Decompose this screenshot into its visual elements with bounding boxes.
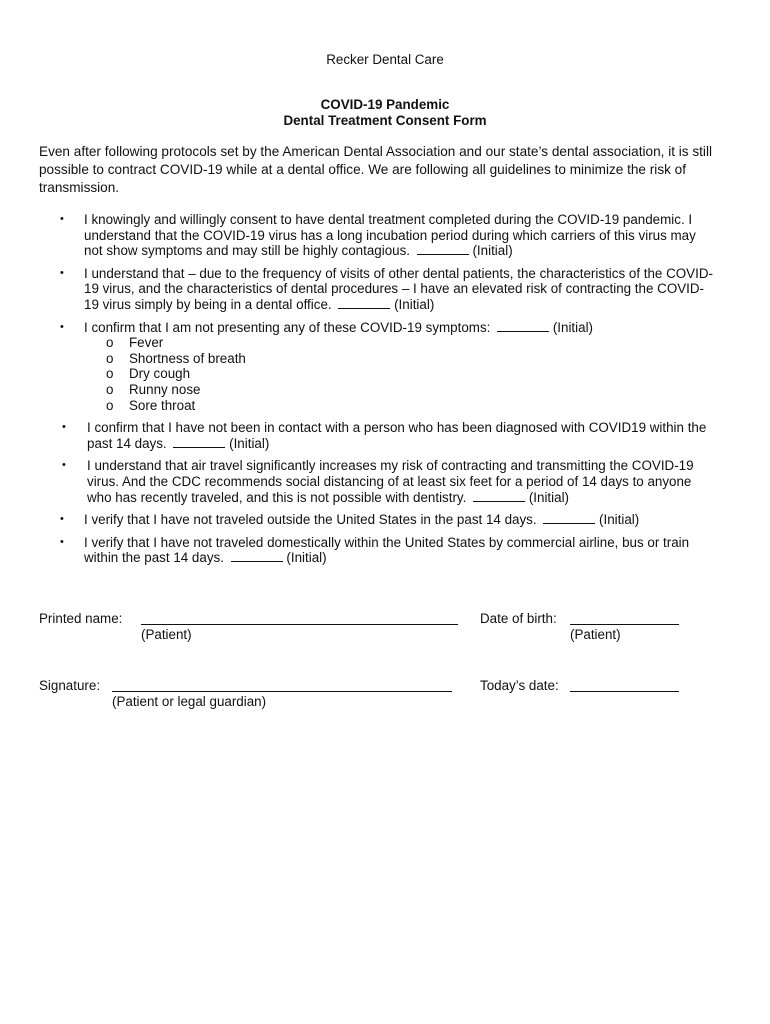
initial-label: (Initial) (599, 512, 640, 528)
todays-date-label: Today’s date: (480, 678, 559, 693)
date-of-birth-caption: (Patient) (570, 627, 621, 642)
bullet-icon: • (60, 513, 64, 526)
consent-item-symptoms (38, 320, 718, 414)
bullet-icon: • (60, 213, 64, 225)
bullet-icon: • (62, 421, 66, 434)
practice-name: Recker Dental Care (326, 52, 444, 67)
todays-date-line[interactable] (570, 691, 679, 692)
initial-blank[interactable] (417, 243, 469, 255)
initial-blank[interactable] (338, 297, 390, 309)
circle-bullet-icon: o (106, 381, 114, 397)
date-of-birth-line[interactable] (570, 624, 679, 625)
printed-name-label: Printed name: (39, 611, 123, 626)
consent-item-contact (38, 420, 718, 451)
initial-label: (Initial) (472, 243, 513, 259)
initial-label: (Initial) (286, 550, 327, 566)
bullet-icon: • (60, 266, 64, 279)
date-of-birth-label: Date of birth: (480, 611, 557, 626)
initial-blank[interactable] (231, 550, 283, 562)
signature-line[interactable] (112, 691, 452, 692)
consent-item-domestic-travel (38, 535, 718, 566)
symptom-item: o Dry cough (106, 366, 191, 382)
bullet-icon: • (60, 320, 64, 333)
consent-item-air-travel (38, 458, 718, 505)
consent-item-text: I knowingly and willingly consent to have dental treatment completed during the COVID-19 pandemic. I understand that the COVID-19 virus has a long incubation period during which carriers of this virus may not show symptoms and may still be highly contagious. (84, 212, 696, 259)
form-title-line-2: Dental Treatment Consent Form (283, 113, 487, 128)
bullet-icon: • (62, 459, 66, 472)
form-title (0, 97, 770, 129)
initial-blank[interactable] (473, 490, 525, 502)
initial-blank[interactable] (173, 436, 225, 448)
initial-label: (Initial) (229, 435, 270, 451)
initial-label: (Initial) (528, 489, 570, 505)
consent-item-text: I confirm that I have not been in contact with a person who has been diagnosed with COVID19 within the past 14 days. (87, 420, 707, 451)
symptom-item: o Sore throat (106, 397, 196, 413)
symptom-item: o Fever (106, 335, 164, 351)
symptom-item: o Runny nose (106, 381, 201, 397)
initial-label: (Initial) (394, 296, 435, 312)
initial-blank[interactable] (497, 320, 549, 332)
consent-item-international-travel (38, 512, 718, 528)
consent-item-text: I verify that I have not traveled outside the United States in the past 14 days. (84, 512, 537, 528)
symptom-item: o Shortness of breath (106, 350, 246, 366)
circle-bullet-icon: o (106, 397, 114, 413)
consent-item-text: I confirm that I am not presenting any of these COVID-19 symptoms: (84, 319, 491, 335)
symptom-list (84, 335, 718, 413)
signature-label: Signature: (39, 678, 101, 693)
printed-name-line[interactable] (141, 624, 458, 625)
circle-bullet-icon: o (106, 335, 114, 351)
consent-statement-list (38, 212, 718, 573)
consent-item-treatment (38, 212, 718, 259)
initial-label: (Initial) (552, 319, 594, 335)
consent-item-text: I understand that air travel significantly increases my risk of contracting and transmitting the COVID-19 virus. And the CDC recommends social distancing of at least six feet for a period of 14 days to anyone who has recently traveled, and this is not possible with dentistry. (87, 458, 694, 505)
consent-item-text: I understand that – due to the frequency of visits of other dental patients, the characteristics of the COVID-19 virus, and the characteristics of dental procedures – I have an elevated risk of contracting the COVID-19 virus simply by being in a dental office. (84, 265, 713, 312)
printed-name-caption: (Patient) (141, 627, 192, 642)
consent-item-elevated-risk (38, 266, 718, 313)
consent-item-text: I verify that I have not traveled domestically within the United States by commercial airline, bus or train within the past 14 days. (84, 534, 690, 566)
circle-bullet-icon: o (106, 366, 114, 382)
bullet-icon: • (60, 535, 64, 548)
form-title-line-1: COVID-19 Pandemic (320, 97, 450, 112)
signature-caption: (Patient or legal guardian) (112, 694, 267, 709)
intro-paragraph: Even after following protocols set by the American Dental Association and our state’s dental association, it is still possible to contract COVID-19 while at a dental office. We are following all guidelines to minimize the risk of transmission. (39, 144, 712, 195)
circle-bullet-icon: o (106, 350, 114, 366)
initial-blank[interactable] (543, 512, 595, 524)
